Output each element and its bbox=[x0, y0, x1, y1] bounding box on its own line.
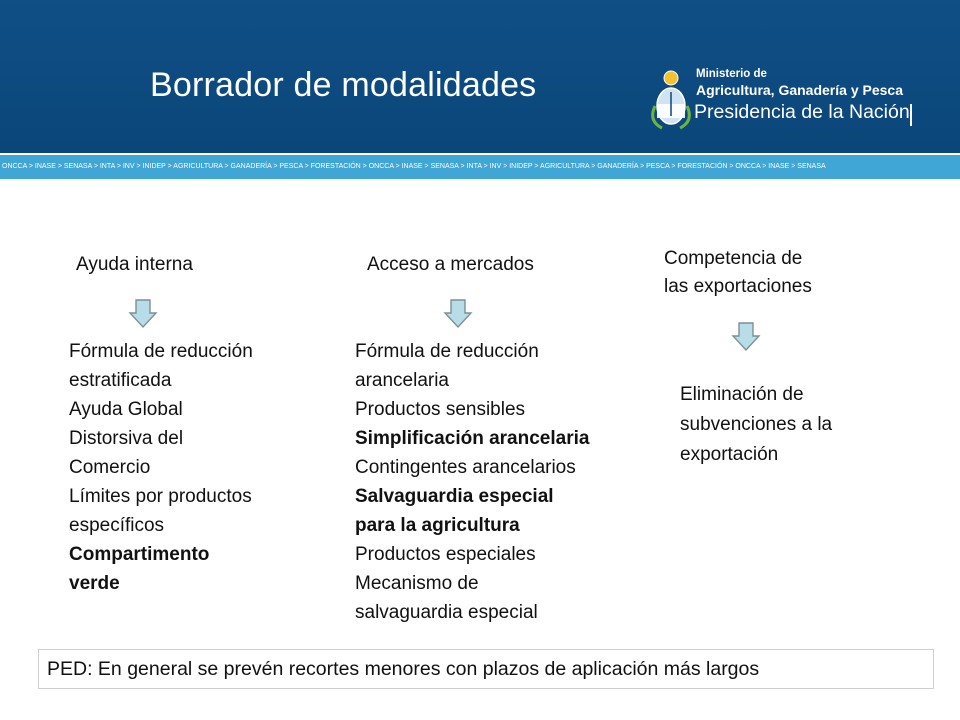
list-item-bold: Salvaguardia especial bbox=[355, 486, 554, 507]
list-item: Ayuda Global bbox=[69, 399, 183, 420]
presidency-label: Presidencia de la Nación bbox=[694, 101, 910, 123]
ministry-label: Ministerio de bbox=[696, 68, 767, 80]
list-item: Distorsiva del bbox=[69, 428, 184, 449]
list-item: Fórmula de reducción bbox=[355, 341, 539, 362]
list-item: Productos sensibles bbox=[355, 399, 526, 420]
list-item: salvaguardia especial bbox=[355, 602, 538, 623]
list-item: Fórmula de reducción bbox=[69, 341, 253, 362]
ministry-logo-block bbox=[650, 64, 920, 134]
list-item: exportación bbox=[680, 444, 779, 465]
heading-competencia-exportaciones bbox=[664, 245, 812, 301]
list-item-bold: verde bbox=[69, 573, 120, 594]
competencia-list bbox=[680, 380, 832, 470]
list-item: Límites por productos bbox=[69, 486, 252, 507]
heading-ayuda-interna: Ayuda interna bbox=[76, 254, 193, 275]
heading-acceso-mercados: Acceso a mercados bbox=[367, 254, 534, 275]
heading-line: las exportaciones bbox=[664, 276, 812, 297]
list-item: Contingentes arancelarios bbox=[355, 457, 576, 478]
ped-note-box: PED: En general se prevén recortes menores con plazos de aplicación más largos bbox=[38, 649, 934, 689]
divider bbox=[910, 104, 912, 126]
list-item-bold: Simplificación arancelaria bbox=[355, 428, 590, 449]
acceso-mercados-list bbox=[355, 337, 589, 627]
list-item: arancelaria bbox=[355, 370, 449, 391]
list-item-bold: Compartimento bbox=[69, 544, 210, 565]
coat-of-arms-icon bbox=[650, 66, 692, 132]
list-item: Eliminación de bbox=[680, 384, 804, 405]
agency-ticker-strip bbox=[0, 153, 960, 179]
page-title: Borrador de modalidades bbox=[150, 66, 537, 104]
ministry-name: Agricultura, Ganadería y Pesca bbox=[696, 82, 903, 98]
ayuda-interna-list bbox=[69, 337, 253, 598]
down-arrow-icon bbox=[731, 322, 761, 352]
list-item: estratificada bbox=[69, 370, 172, 391]
list-item-bold: para la agricultura bbox=[355, 515, 520, 536]
down-arrow-icon bbox=[128, 299, 158, 329]
agency-ticker-text: ONCCA > INASE > SENASA > INTA > INV > INIDEP > AGRICULTURA > GANADERÍA > PESCA > FORESTACIÓN > ONCCA > INASE > SENASA > INTA > INV > INIDEP > AGRICULTURA > GANADERÍA > PESCA > FORESTACIÓN > ONCCA > INASE > SENASA bbox=[2, 163, 826, 170]
list-item: Mecanismo de bbox=[355, 573, 479, 594]
down-arrow-icon bbox=[443, 299, 473, 329]
heading-line: Competencia de bbox=[664, 248, 803, 269]
list-item: subvenciones a la bbox=[680, 414, 833, 435]
header-banner bbox=[0, 0, 960, 153]
list-item: específicos bbox=[69, 515, 165, 536]
list-item: Comercio bbox=[69, 457, 151, 478]
list-item: Productos especiales bbox=[355, 544, 536, 565]
